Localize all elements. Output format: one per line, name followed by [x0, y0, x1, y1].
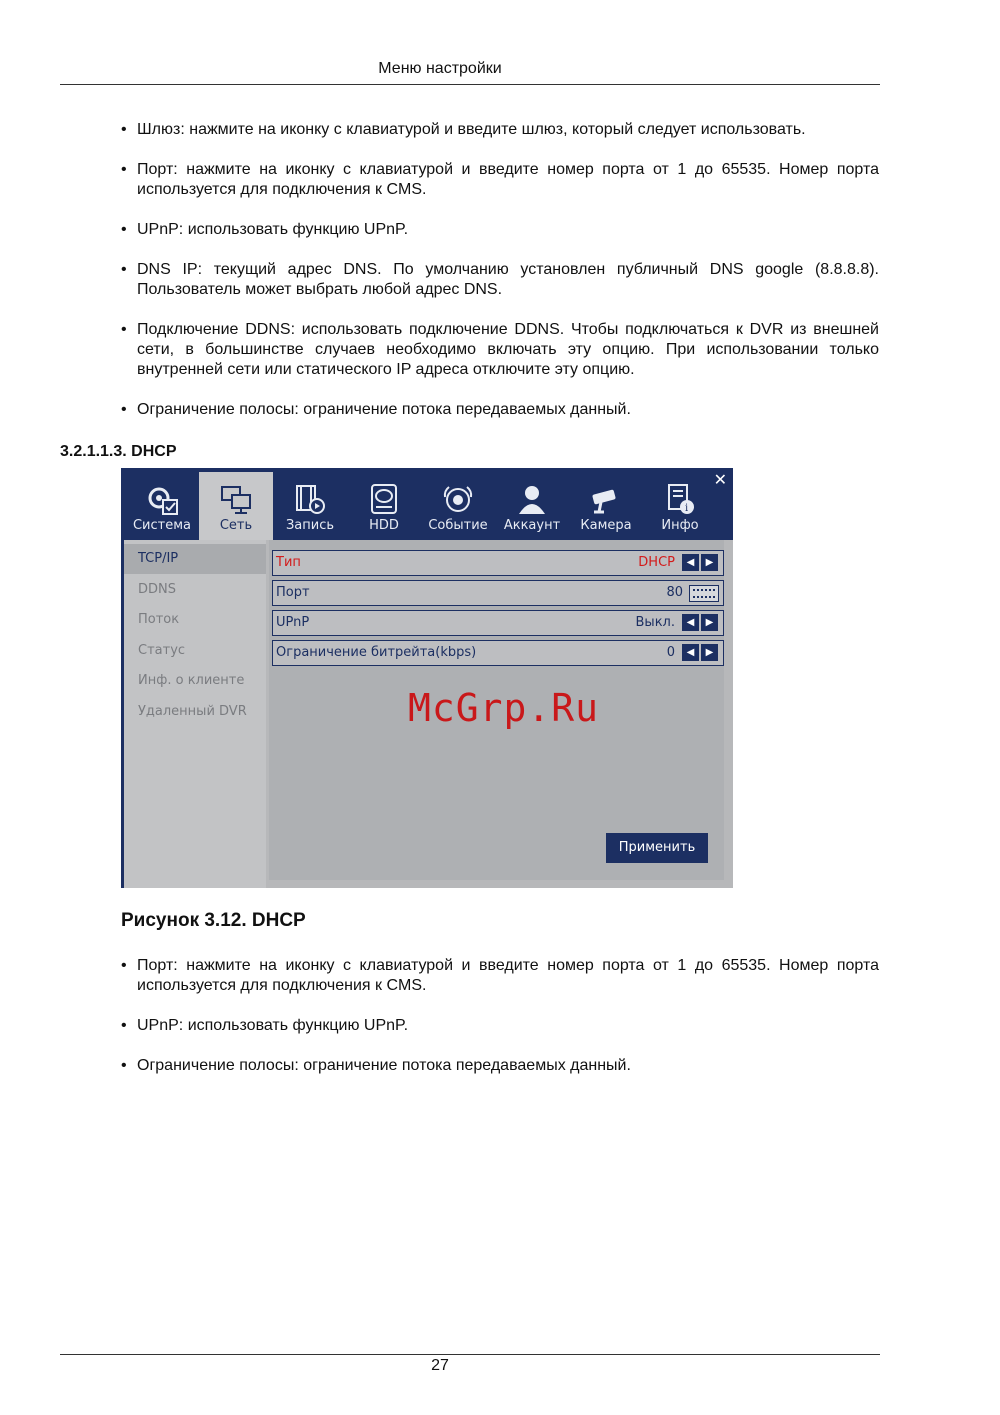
svg-text:i: i	[685, 503, 689, 514]
tab-event[interactable]	[421, 472, 495, 540]
setting-row-port[interactable]	[272, 580, 724, 606]
setting-label: UPnP	[276, 615, 310, 630]
figure-caption: Рисунок 3.12. DHCP	[121, 910, 306, 931]
info-document-icon	[663, 482, 697, 516]
bullet-gateway: • Шлюз: нажмите на иконку с клавиатурой и введите шлюз, который следует использовать.	[121, 120, 879, 140]
tab-account[interactable]	[495, 472, 569, 540]
close-icon[interactable]: ✕	[713, 470, 727, 489]
dvr-sidebar	[124, 540, 266, 888]
setting-row-upnp[interactable]	[272, 610, 724, 636]
tab-label: Сеть	[219, 518, 253, 533]
section-heading: 3.2.1.1.3. DHCP	[60, 443, 177, 460]
arrow-left-icon[interactable]: ◀	[682, 644, 699, 661]
setting-value: 0	[666, 645, 675, 660]
page-number: 27	[431, 1357, 449, 1374]
value-arrows	[680, 644, 720, 662]
arrow-left-icon[interactable]: ◀	[682, 554, 699, 571]
setting-row-bitrate[interactable]	[272, 640, 724, 666]
bullet-list-top	[121, 120, 879, 440]
sidebar-item-ddns[interactable]: DDNS	[138, 581, 176, 597]
tab-label: Инфо	[661, 518, 699, 533]
tab-camera[interactable]	[569, 472, 643, 540]
page-header-title: Меню настройки	[378, 60, 502, 77]
setting-value: 80	[666, 585, 683, 600]
setting-row-type[interactable]	[272, 550, 724, 576]
value-arrows	[680, 614, 720, 632]
tab-label: Камера	[580, 518, 632, 533]
keyboard-icon[interactable]	[689, 585, 719, 602]
bullet-port: • Порт: нажмите на иконку с клавиатурой и введите номер порта от 1 до 65535. Номер порта используется для подключения к CMS.	[121, 956, 879, 996]
tab-info[interactable]	[643, 472, 717, 540]
bullet-ddns: • Подключение DDNS: использовать подключение DDNS. Чтобы подключаться к DVR из внешней сети, в большинстве случаев необходимо включать эту опцию. При использовании только внутренней сети или статического IP адреса отключите эту опцию.	[121, 320, 879, 380]
tab-label: Аккаунт	[503, 518, 561, 533]
user-account-icon	[515, 482, 549, 516]
gear-icon	[145, 482, 179, 516]
network-monitor-icon	[219, 482, 253, 516]
watermark: McGrp.Ru	[408, 686, 600, 730]
bullet-port: • Порт: нажмите на иконку с клавиатурой и введите номер порта от 1 до 65535. Номер порта используется для подключения к CMS.	[121, 160, 879, 200]
arrow-right-icon[interactable]: ▶	[701, 554, 718, 571]
header-rule	[60, 84, 880, 85]
bullet-list-bottom	[121, 956, 879, 1096]
bullet-dns-ip: • DNS IP: текущий адрес DNS. По умолчанию установлен публичный DNS google (8.8.8.8). Пользователь может выбрать любой адрес DNS.	[121, 260, 879, 300]
tab-record[interactable]	[273, 472, 347, 540]
setting-value: DHCP	[638, 555, 675, 570]
sidebar-item-stream[interactable]: Поток	[138, 612, 180, 628]
tab-network[interactable]	[199, 472, 273, 540]
arrow-left-icon[interactable]: ◀	[682, 614, 699, 631]
tab-label: Система	[132, 518, 192, 533]
sidebar-item-status[interactable]: Статус	[138, 642, 186, 658]
setting-label: Ограничение битрейта(kbps)	[276, 645, 477, 660]
sidebar-item-remote-dvr[interactable]: Удаленный DVR	[138, 703, 247, 719]
film-record-icon	[293, 482, 327, 516]
tab-label: HDD	[369, 518, 399, 533]
setting-label: Тип	[276, 555, 301, 570]
setting-value: Выкл.	[635, 615, 675, 630]
camera-icon	[589, 482, 623, 516]
sidebar-item-client-info[interactable]: Инф. о клиенте	[138, 673, 245, 689]
tab-label: Запись	[285, 518, 335, 533]
bullet-upnp: • UPnP: использовать функцию UPnP.	[121, 220, 879, 240]
dvr-network-screenshot	[121, 468, 733, 888]
dvr-tab-bar	[121, 468, 733, 540]
arrow-right-icon[interactable]: ▶	[701, 644, 718, 661]
tab-label: Событие	[428, 518, 488, 533]
value-arrows	[680, 554, 720, 572]
bullet-upnp: • UPnP: использовать функцию UPnP.	[121, 1016, 879, 1036]
arrow-right-icon[interactable]: ▶	[701, 614, 718, 631]
bullet-bandwidth: • Ограничение полосы: ограничение потока передаваемых данный.	[121, 1056, 879, 1076]
tab-system[interactable]	[125, 472, 199, 540]
sidebar-item-tcpip[interactable]: TCP/IP	[124, 544, 266, 574]
setting-label: Порт	[276, 585, 310, 600]
alarm-event-icon	[441, 482, 475, 516]
hdd-icon	[367, 482, 401, 516]
tab-hdd[interactable]	[347, 472, 421, 540]
bullet-bandwidth: • Ограничение полосы: ограничение потока передаваемых данный.	[121, 400, 879, 420]
apply-button[interactable]: Применить	[606, 833, 708, 863]
footer-rule	[60, 1354, 880, 1355]
